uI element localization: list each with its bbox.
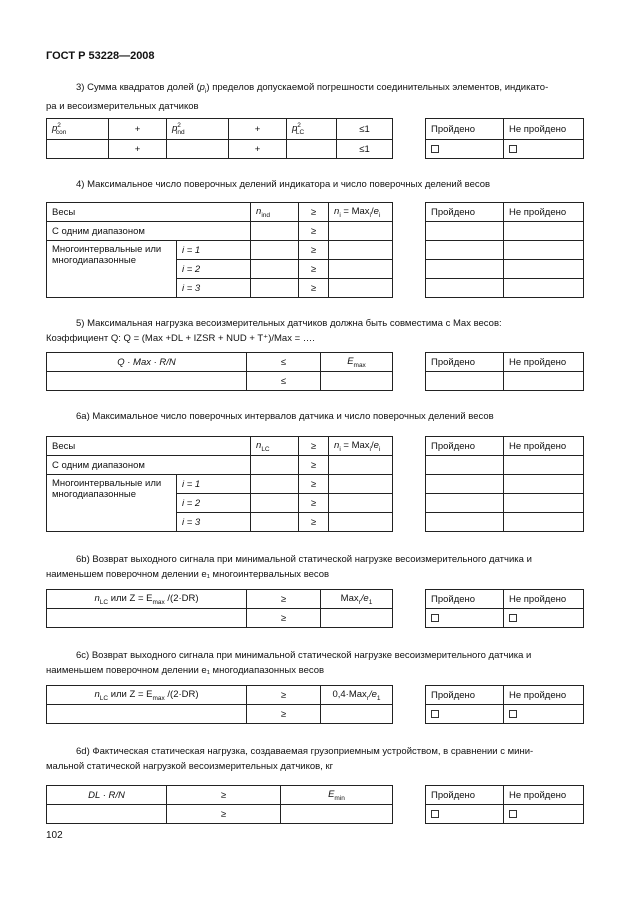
section-3-result: Пройдено Не пройдено <box>425 118 584 159</box>
section-5-result: Пройдено Не пройдено <box>425 352 584 391</box>
passed-checkbox[interactable] <box>426 805 504 824</box>
section-6c-table: $n_{LC}$ или $Z = E_{max}$ /(2·DR) ≥ $0,4\cdot Max_r/e_1$ ≥ <box>46 685 393 724</box>
failed-checkbox[interactable] <box>504 805 584 824</box>
section-6a-result: Пройдено Не пройдено <box>425 436 584 532</box>
section-5-text: 5) Максимальная нагрузка весоизмерительных датчиков должна быть совместима с Max весов: Коэффициент Q: Q = (Max +DL + IZSR + NUD + T⁺)/Max = …. <box>46 318 502 344</box>
section-4-text: 4) Максимальное число поверочных делений индикатора и число поверочных делений весов <box>76 179 491 190</box>
passed-checkbox[interactable] <box>426 705 504 724</box>
page-number: 102 <box>46 830 63 841</box>
section-6a-table: Весы $n_{LC}$ ≥ $n_i = Max_i/e_i$ С одним диапазоном ≥ Многоинтервальные или многодиапазонные i = 1 ≥ i = 2 ≥ i = 3 ≥ <box>46 436 393 532</box>
section-6d-table: DL · R/N ≥ $E_{min}$ ≥ <box>46 785 393 824</box>
failed-checkbox[interactable] <box>504 609 584 628</box>
section-4-result: Пройдено Не пройдено <box>425 202 584 298</box>
section-6b-table: $n_{LC}$ или $Z = E_{max}$ /(2·DR) ≥ $Max_r/e_1$ ≥ <box>46 589 393 628</box>
section-6b-result: Пройдено Не пройдено <box>425 589 584 628</box>
section-6b-text: 6b) Возврат выходного сигнала при минимальной статической нагрузке весоизмерительного датчика и наименьшем поверочном делении e₁ многоинтервальных весов <box>46 554 532 580</box>
section-4-table: Весы $n_{ind}$ ≥ $n_i = Max_i/e_i$ С одним диапазоном ≥ Многоинтервальные или многодиапазонные i = 1 ≥ i = 2 ≥ i = 3 ≥ <box>46 202 393 298</box>
section-6d-text: 6d) Фактическая статическая нагрузка, создаваемая грузоприемным устройством, в сравнении с мини- мальной статической нагрузкой весоизмерительных датчиков, кг <box>46 746 534 772</box>
passed-checkbox[interactable] <box>426 140 504 159</box>
document-header: ГОСТ Р 53228—2008 <box>46 50 155 62</box>
section-3-text: 3) Сумма квадратов долей $(p_i)$ пределов допускаемой погрешности соединительных элементов, индикато- ра и весоизмерительных датчиков <box>46 82 549 112</box>
failed-checkbox[interactable] <box>504 705 584 724</box>
passed-checkbox[interactable] <box>426 609 504 628</box>
section-6c-result: Пройдено Не пройдено <box>425 685 584 724</box>
section-6d-result: Пройдено Не пройдено <box>425 785 584 824</box>
section-6c-text: 6c) Возврат выходного сигнала при минимальной статической нагрузке весоизмерительного датчика и наименьшем поверочном делении e₁ многодиапазонных весов <box>46 650 532 676</box>
section-3-table: $p^2_{con}$ + $p^2_{ind}$ + $p^2_{LC}$ ≤1 + + ≤1 <box>46 118 393 159</box>
failed-checkbox[interactable] <box>504 140 584 159</box>
section-6a-text: 6a) Максимальное число поверочных интервалов датчика и число поверочных делений весов <box>76 411 494 422</box>
section-5-table: Q · Max · R/N ≤ $E_{max}$ ≤ <box>46 352 393 391</box>
